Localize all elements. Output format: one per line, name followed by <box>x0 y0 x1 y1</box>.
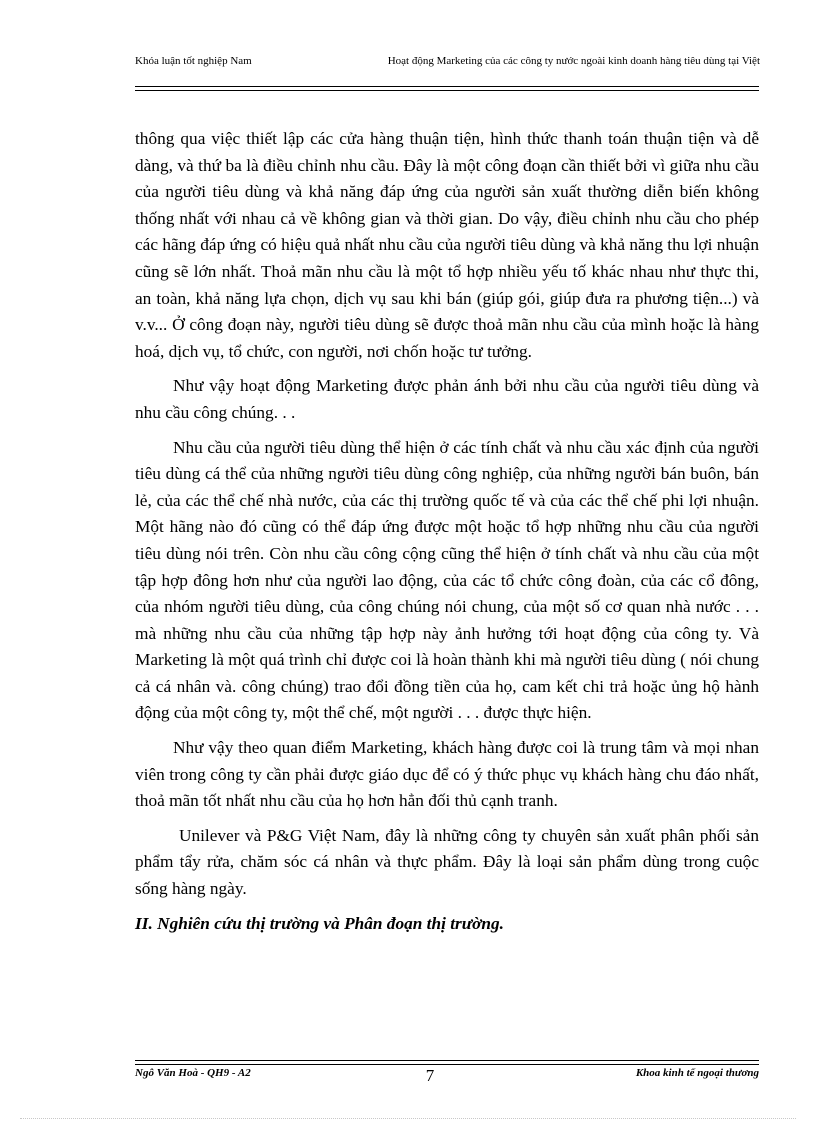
page-header <box>135 52 759 86</box>
header-rule-thick <box>135 86 759 87</box>
page-number: 7 <box>425 1066 435 1085</box>
paragraph-3: Nhu cầu của người tiêu dùng thể hiện ở các tính chất và nhu cầu xác định của người tiêu dùng cá thể của những người tiêu dùng công nghiệp, của những người bán buôn, bán lẻ, của các thể chế nhà nước, của các thị trường quốc tế và của các thể chế phi lợi nhuận. Một hãng nào đó cũng có thể đáp ứng được một hoặc tổ hợp những nhu cầu của người tiêu dùng nói trên. Còn nhu cầu công cộng cũng thể hiện ở tính chất và nhu cầu của một tập hợp đông hơn như của người lao động, của các tổ chức công đoàn, của các cổ đông, của nhóm người tiêu dùng, của công chúng nói chung, của một số cơ quan nhà nước . . . mà những nhu cầu của những tập hợp này ảnh hưởng tới hoạt động của công ty. Và Marketing là một quá trình chỉ được coi là hoàn thành khi mà người tiêu dùng ( nói chung cả cá nhân và. công chúng) trao đổi đồng tiền của họ, cam kết chi trả hoặc ủng hộ hành động của một công ty, một thể chế, một người . . . được thực hiện. <box>135 437 759 723</box>
header-right-text: Hoạt động Marketing của các công ty nước ngoài kinh doanh hàng tiêu dùng tại Việt <box>387 55 760 67</box>
paragraph-5: Unilever và P&G Việt Nam, đây là những công ty chuyên sản xuất phân phối sản phẩm tẩy rửa, chăm sóc cá nhân và thực phẩm. Đây là loại sản phẩm dùng trong cuộc sống hàng ngày. <box>135 825 759 899</box>
header-left-text: Khóa luận tốt nghiệp Nam <box>135 55 252 67</box>
footer-rule-thick <box>135 1060 759 1061</box>
footer-author: Ngô Văn Hoà - QH9 - A2 <box>135 1067 251 1079</box>
footer-rule-thin <box>135 1064 759 1065</box>
footer-faculty: Khoa kinh tế ngoại thương <box>635 1067 759 1079</box>
paragraph-4: Như vậy theo quan điểm Marketing, khách hàng được coi là trung tâm và mọi nhan viên trong công ty cần phải được giáo dục để có ý thức phục vụ khách hàng chu đáo nhất, thoả mãn tốt nhất nhu cầu của họ hơn hẳn đối thủ cạnh tranh. <box>135 738 759 811</box>
section-heading: II. Nghiên cứu thị trường và Phân đoạn thị trường. <box>135 913 504 933</box>
paragraph-1: thông qua việc thiết lập các cửa hàng thuận tiện, hình thức thanh toán thuận tiện và dễ dàng, và thứ ba là điều chỉnh nhu cầu. Đây là một công đoạn cần thiết bởi vì giữa nhu cầu của người tiêu dùng và khả năng đáp ứng của người sản xuất thường diễn biến không thống nhất với nhau cả về không gian và thời gian. Do vậy, điều chỉnh nhu cầu cho phép các hãng đáp ứng có hiệu quả nhất nhu cầu của người tiêu dùng và khả năng thu lợi nhuận cũng sẽ lớn nhất. Thoả mãn nhu cầu là một tổ hợp nhiều yếu tố khác nhau như thực thi, an toàn, khả năng lựa chọn, dịch vụ sau khi bán (giúp gói, giúp đưa ra phương tiện...) và v.v... Ở công đoạn này, người tiêu dùng sẽ được thoả mãn nhu cầu của mình hoặc là hàng hoá, dịch vụ, tổ chức, con người, nơi chốn hoặc tư tưởng. <box>135 129 759 361</box>
page-bottom-border <box>20 1118 796 1119</box>
header-rule-thin <box>135 90 759 91</box>
paragraph-2: Như vậy hoạt động Marketing được phản ánh bởi nhu cầu của người tiêu dùng và nhu cầu công chúng. . . <box>135 376 759 422</box>
body-text <box>135 126 759 937</box>
